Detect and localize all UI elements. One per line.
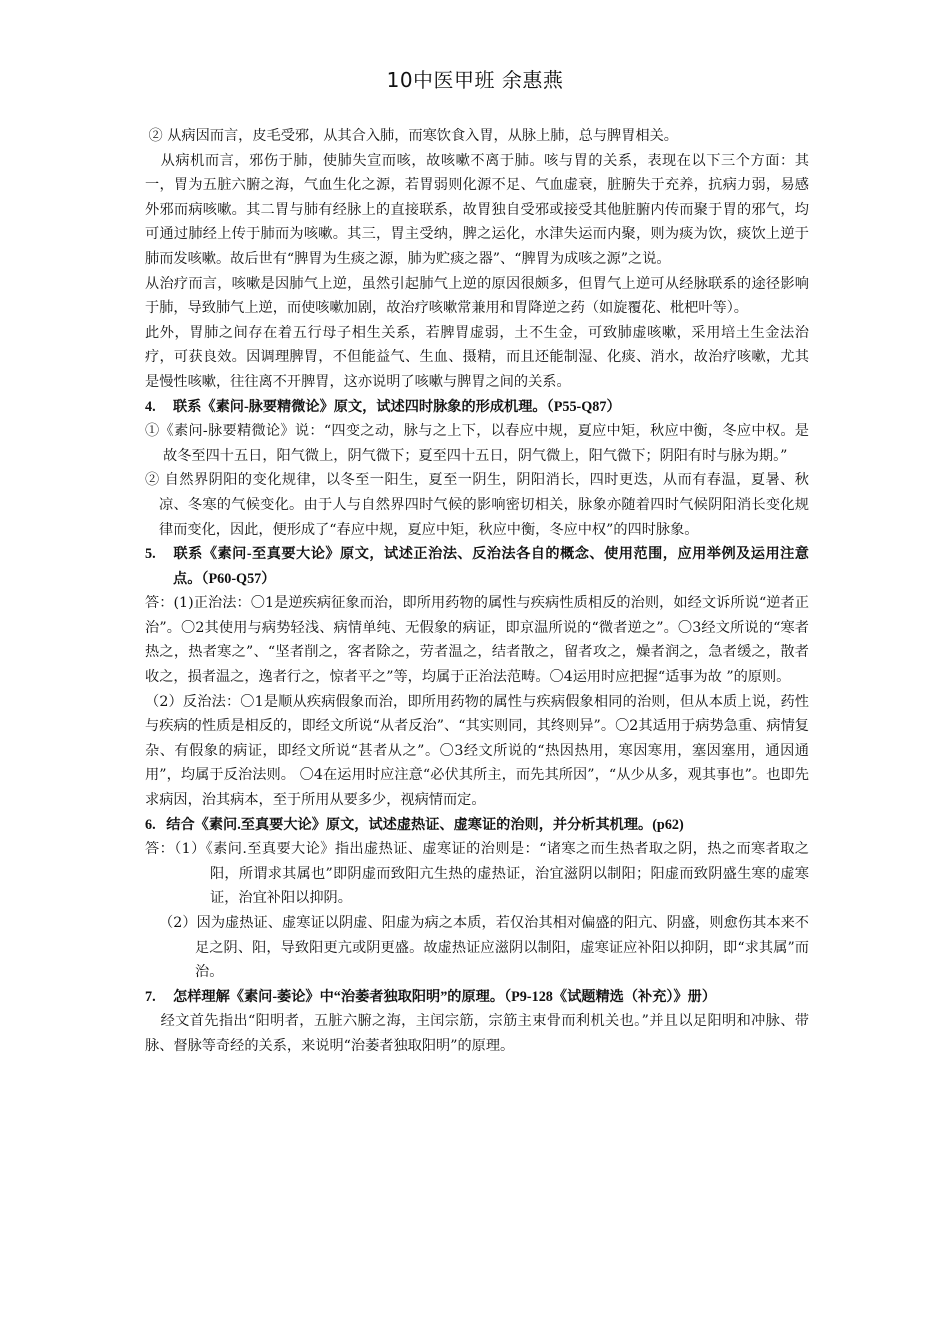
question-4-heading (145, 395, 809, 420)
question-5-number: 5. (145, 546, 156, 563)
page-title: 10中医甲班 余惠燕 (386, 68, 564, 92)
question-7-answer-1: 经文首先指出“阳明者，五脏六腑之海，主闰宗筋，宗筋主束骨而利机关也。”并且以足阳明和冲脉、带脉、督脉等奇经的关系，来说明“治萎者独取阳明”的原理。 (145, 1013, 809, 1054)
question-5-answer-1: 答：(1)正治法：〇1是逆疾病征象而治，即所用药物的属性与疾病性质相反的治则，如经文诉所说“逆者正治”。〇2其使用与病势轻浅、病情单纯、无假象的病证，即京温所说的“微者逆之”。〇3经文所说的“寒者热之，热者寒之”、“坚者削之，客者除之，劳者温之，结者散之，留者攻之，燥者润之，急者缓之，散者收之，损者温之，逸者行之，惊者平之”等，均属于正治法范畴。〇4运用时应把握“适事为故 ”的原则。 (145, 595, 809, 686)
question-6-answer-1: 答：（1）《素问.至真要大论》指出虚热证、虚寒证的治则是：“诸寒之而生热者取之阴，热之而寒者取之阳，所谓求其属也”即阴虚而致阳亢生热的虚热证，治宜滋阴以制阳；阳虚而致阴盛生寒的虚寒证，治宜补阳以抑阴。 (145, 841, 809, 907)
paragraph-five-elements: 此外，胃肺之间存在着五行母子相生关系，若脾胃虚弱，土不生金，可致肺虚咳嗽，采用培土生金法治疗，可获良效。因调理脾胃，不但能益气、生血、摄精，而且还能制湿、化痰、消水，故治疗咳嗽，尤其是慢性咳嗽，往往离不开脾胃，这亦说明了咳嗽与脾胃之间的关系。 (145, 324, 809, 390)
question-4-answer-2: ② 自然界阴阳的变化规律，以冬至一阳生，夏至一阴生，阴阳消长，四时更迭，从而有春温，夏暑、秋凉、冬寒的气候变化。由于人与自然界四时气候的影响密切相关，脉象亦随着四时气候阴阳消长变化规律而变化，因此，便形成了“春应中规，夏应中矩，秋应中衡，冬应中权”的四时脉象。 (145, 472, 809, 538)
question-7-heading (145, 985, 809, 1010)
question-7-text: 怎样理解《素问-萎论》中“治萎者独取阳明”的原理。（P9-128《试题精选（补充）》册） (173, 988, 717, 1005)
paragraph-treatment: 从治疗而言，咳嗽是因肺气上逆，虽然引起肺气上逆的原因很颇多，但胃气上逆可从经脉联系的途径影响于肺，导致肺气上逆，而使咳嗽加剧，故治疗咳嗽常兼用和胃降逆之药（如旋覆花、枇杷叶等）。 (145, 275, 809, 317)
question-5-text: 联系《素问-至真要大论》原文，试述正治法、反治法各自的概念、使用范围，应用举例及运用注意点。（P60-Q57） (173, 546, 809, 587)
paragraph-pathogenesis: 从病机而言，邪伤于肺，使肺失宣而咳，故咳嗽不离于肺。咳与胃的关系，表现在以下三个方面：其一，胃为五脏六腑之海，气血生化之源，若胃弱则化源不足、气血虚衰，脏腑失于充养，抗病力弱，易感外邪而病咳嗽。其二胃与肺有经脉上的直接联系，故胃独自受邪或接受其他脏腑内传而聚于胃的邪气，均可通过肺经上传于肺而为咳嗽。其三，胃主受纳，脾之运化，水津失运而内聚，则为痰为饮，痰饮上逆于肺而发咳嗽。故后世有“脾胃为生痰之源，肺为贮痰之器”、“脾胃为成咳之源”之说。 (145, 152, 809, 267)
question-6-number: 6. (145, 816, 156, 833)
question-4-number: 4. (145, 398, 156, 415)
question-6-text: 结合《素问.至真要大论》原文，试述虚热证、虚寒证的治则，并分析其机理。(p62) (166, 816, 684, 833)
question-5-heading (145, 542, 809, 591)
question-4-answer-1: ①《素问-脉要精微论》说：“四变之动，脉与之上下，以春应中规，夏应中矩，秋应中衡，冬应中权。是故冬至四十五日，阳气微上，阴气微下；夏至四十五日，阴气微上，阳气微下；阴阳有时与脉为期。” (145, 423, 809, 464)
question-6-answer-2: （2）因为虚热证、虚寒证以阴虚、阳虚为病之本质，若仅治其相对偏盛的阳亢、阴盛，则愈伤其本来不足之阴、阳，导致阳更亢或阴更盛。故虚热证应滋阴以制阳，虚寒证应补阳以抑阴，即“求其属”而治。 (159, 915, 809, 981)
question-6-heading (145, 813, 809, 838)
question-7-number: 7. (145, 988, 156, 1005)
question-4-text: 联系《素问-脉要精微论》原文，试述四时脉象的形成机理。（P55-Q87） (173, 398, 621, 415)
document-body (145, 124, 809, 1059)
paragraph-etiology: ② 从病因而言，皮毛受邪，从其合入肺，而寒饮食入胃，从脉上肺，总与脾胃相关。 (148, 128, 678, 144)
question-5-answer-2: （2）反治法：〇1是顺从疾病假象而治，即所用药物的属性与疾病假象相同的治则，但从本质上说，药性与疾病的性质是相反的，即经文所说“从者反治”、“其实则同，其终则异”。〇2其适用于病势急重、病情复杂、有假象的病证，即经文所说“甚者从之”。〇3经文所说的“热因热用，寒因寒用，塞因塞用，通因通用”，均属于反治法则。 〇4在运用时应注意“必伏其所主，而先其所因”，“从少从多，观其事也”。也即先求病因，治其病本，至于所用从要多少，视病情而定。 (145, 693, 809, 809)
